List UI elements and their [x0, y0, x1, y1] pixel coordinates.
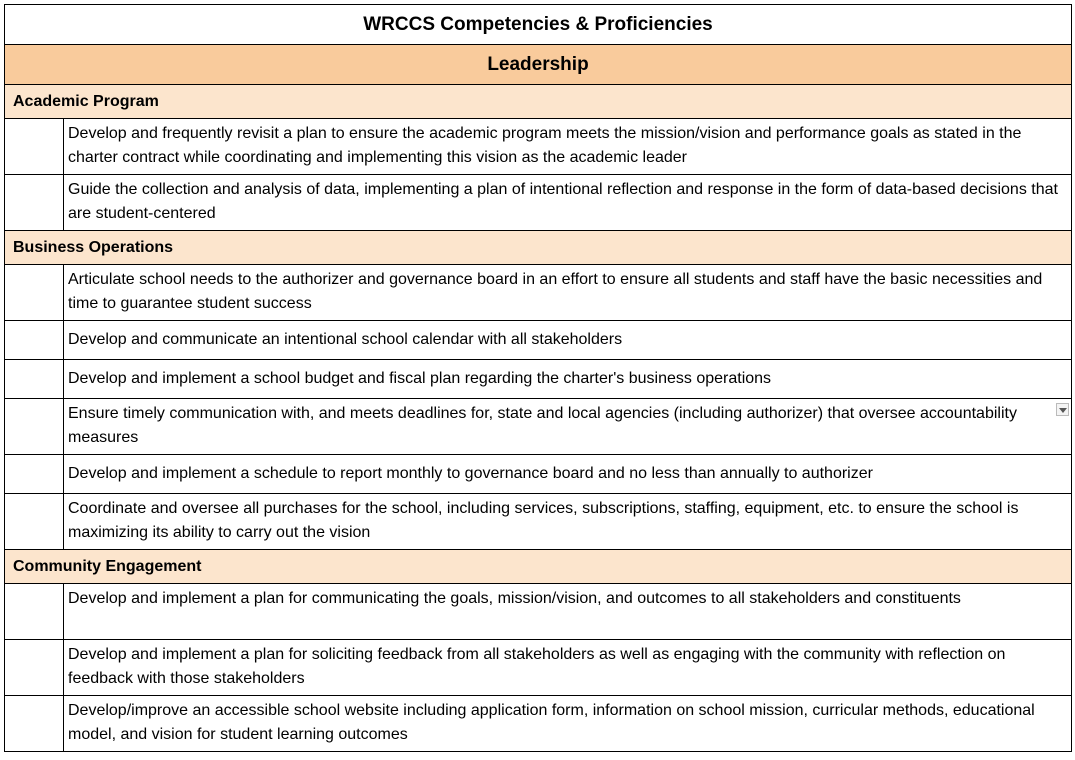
table-row	[4, 696, 1072, 752]
competency-text: Guide the collection and analysis of data, implementing a plan of intentional reflection and response in the form of data-based decisions that are student-centered	[68, 181, 1058, 222]
competency-text: Ensure timely communication with, and meets deadlines for, state and local agencies (including authorizer) that oversee accountability measures	[68, 405, 1017, 446]
competency-text: Develop/improve an accessible school website including application form, information on school mission, curricular methods, educational model, and vision for student learning outcomes	[68, 702, 1035, 743]
checkbox-cell[interactable]	[5, 696, 64, 751]
competency-table	[4, 4, 1072, 752]
table-row	[4, 321, 1072, 360]
checkbox-cell[interactable]	[5, 265, 64, 320]
checkbox-cell[interactable]	[5, 321, 64, 359]
checkbox-cell[interactable]	[5, 175, 64, 230]
competency-text: Coordinate and oversee all purchases for the school, including services, subscriptions, staffing, equipment, etc. to ensure the school is maximizing its ability to carry out the vision	[68, 500, 1019, 541]
table-row	[4, 175, 1072, 231]
checkbox-cell[interactable]	[5, 494, 64, 549]
group-header-academic-program: Academic Program	[4, 85, 1072, 119]
competency-text: Develop and implement a schedule to report monthly to governance board and no less than annually to authorizer	[68, 465, 873, 482]
checkbox-cell[interactable]	[5, 640, 64, 695]
table-row	[4, 640, 1072, 696]
table-row	[4, 265, 1072, 321]
competency-text: Develop and implement a school budget and fiscal plan regarding the charter's business operations	[68, 370, 772, 387]
competency-text: Develop and communicate an intentional school calendar with all stakeholders	[68, 331, 623, 348]
table-row	[4, 584, 1072, 640]
competency-text: Develop and implement a plan for soliciting feedback from all stakeholders as well as engaging with the community with reflection on feedback with those stakeholders	[68, 646, 1006, 687]
competency-text: Articulate school needs to the authorizer and governance board in an effort to ensure all students and staff have the basic necessities and time to guarantee student success	[68, 271, 1043, 312]
table-row	[4, 119, 1072, 175]
checkbox-cell[interactable]	[5, 399, 64, 454]
checkbox-cell[interactable]	[5, 455, 64, 493]
table-title: WRCCS Competencies & Proficiencies	[4, 4, 1072, 45]
group-header-business-operations: Business Operations	[4, 231, 1072, 265]
section-header-leadership: Leadership	[4, 45, 1072, 85]
table-row	[4, 360, 1072, 399]
group-header-community-engagement: Community Engagement	[4, 550, 1072, 584]
table-row	[4, 455, 1072, 494]
competency-text: Develop and implement a plan for communicating the goals, mission/vision, and outcomes to all stakeholders and constituents	[68, 590, 961, 607]
table-row	[4, 399, 1072, 455]
dropdown-arrow-icon[interactable]	[1056, 403, 1069, 416]
competency-text: Develop and frequently revisit a plan to ensure the academic program meets the mission/vision and performance goals as stated in the charter contract while coordinating and implementing this vision as the academic leader	[68, 125, 1022, 166]
checkbox-cell[interactable]	[5, 584, 64, 639]
table-row	[4, 494, 1072, 550]
checkbox-cell[interactable]	[5, 360, 64, 398]
checkbox-cell[interactable]	[5, 119, 64, 174]
